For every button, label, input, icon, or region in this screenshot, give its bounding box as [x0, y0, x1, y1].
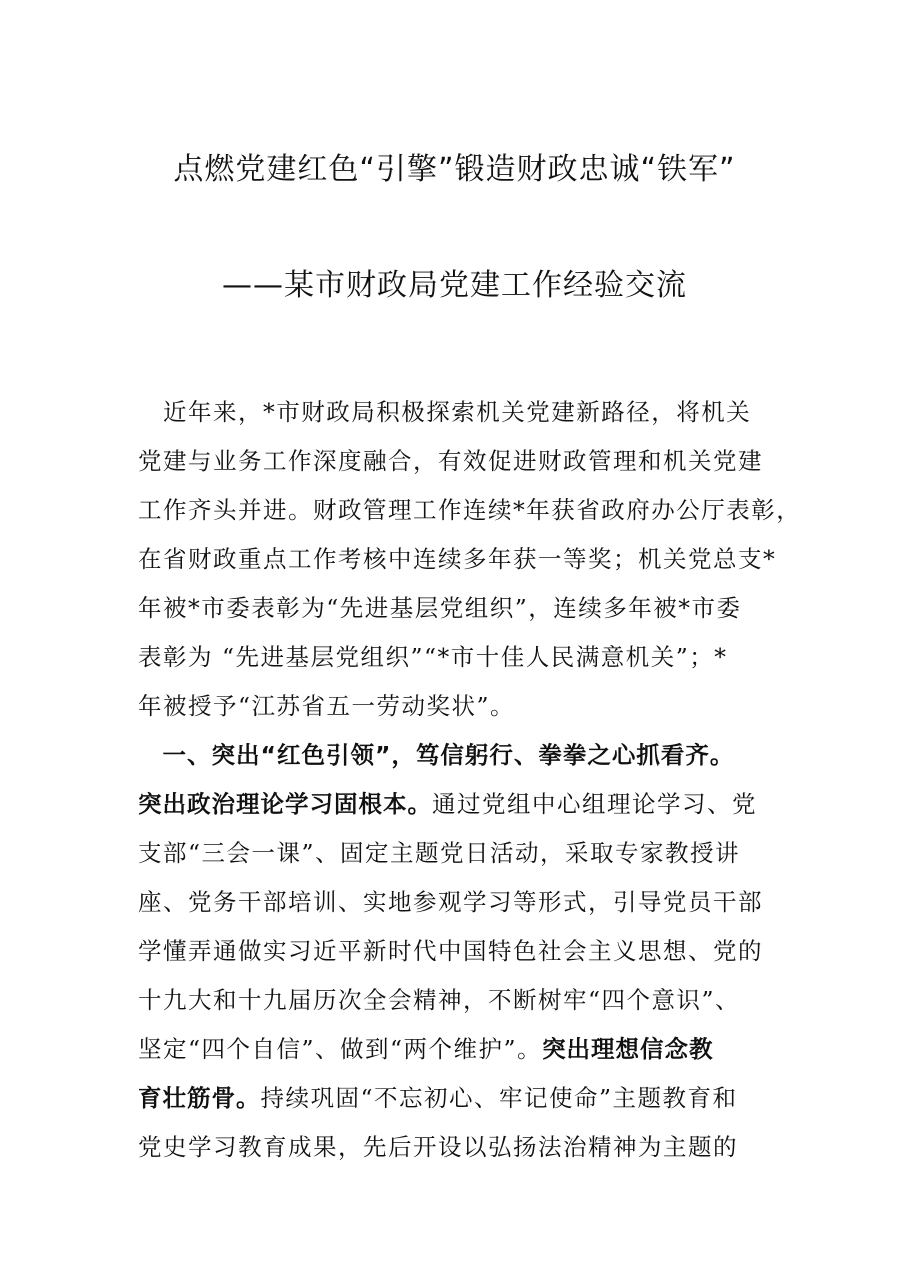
subheading-bold: 突出理想信念教 [542, 1035, 714, 1063]
paragraph-line: 近年来，*市财政局积极探索机关党建新路径，将机关 [138, 398, 752, 426]
paragraph-line: 在省财政重点工作考核中连续多年获一等奖；机关党总支* [138, 545, 777, 573]
paragraph-line [138, 1031, 714, 1067]
line-text: 通过党组中心组理论学习、党 [432, 790, 757, 818]
paragraph-line [138, 786, 757, 822]
paragraph-line [138, 1080, 738, 1116]
document-title: 点燃党建红色“引擎”锻造财政忠诚“铁军” [173, 152, 736, 187]
line-text: 持续巩固“不忘初心、牢记使命”主题教育和 [260, 1084, 738, 1112]
line-text: 坚定“四个自信”、做到“两个维护”。 [138, 1035, 543, 1063]
paragraph-line: 支部“三会一课”、固定主题党日活动，采取专家教授讲 [138, 839, 741, 867]
paragraph-line: 学懂弄通做实习近平新时代中国特色社会主义思想、党的 [138, 937, 763, 965]
paragraph-line: 党史学习教育成果，先后开设以弘扬法治精神为主题的 [138, 1133, 738, 1161]
paragraph-line: 表彰为 “先进基层党组织”“*市十佳人民满意机关”；* [138, 643, 728, 671]
paragraph-line: 年被*市委表彰为“先进基层党组织”，连续多年被*市委 [138, 594, 742, 622]
paragraph-line: 座、党务干部培训、实地参观学习等形式，引导党员干部 [138, 888, 763, 916]
paragraph-line: 年被授予“江苏省五一劳动奖状”。 [138, 692, 516, 720]
subheading-bold: 育壮筋骨。 [138, 1084, 261, 1112]
subheading-bold: 突出政治理论学习固根本。 [138, 790, 432, 818]
paragraph-line: 十九大和十九届历次全会精神，不断树牢“四个意识”、 [138, 986, 741, 1014]
document-subtitle: ——某市财政局党建工作经验交流 [222, 268, 687, 303]
paragraph-line: 党建与业务工作深度融合，有效促进财政管理和机关党建 [138, 447, 763, 475]
section-heading: 一、突出“红色引领”，笃信躬行、拳拳之心抓看齐。 [138, 741, 735, 769]
paragraph-line: 工作齐头并进。财政管理工作连续*年获省政府办公厅表彰， [138, 496, 802, 524]
